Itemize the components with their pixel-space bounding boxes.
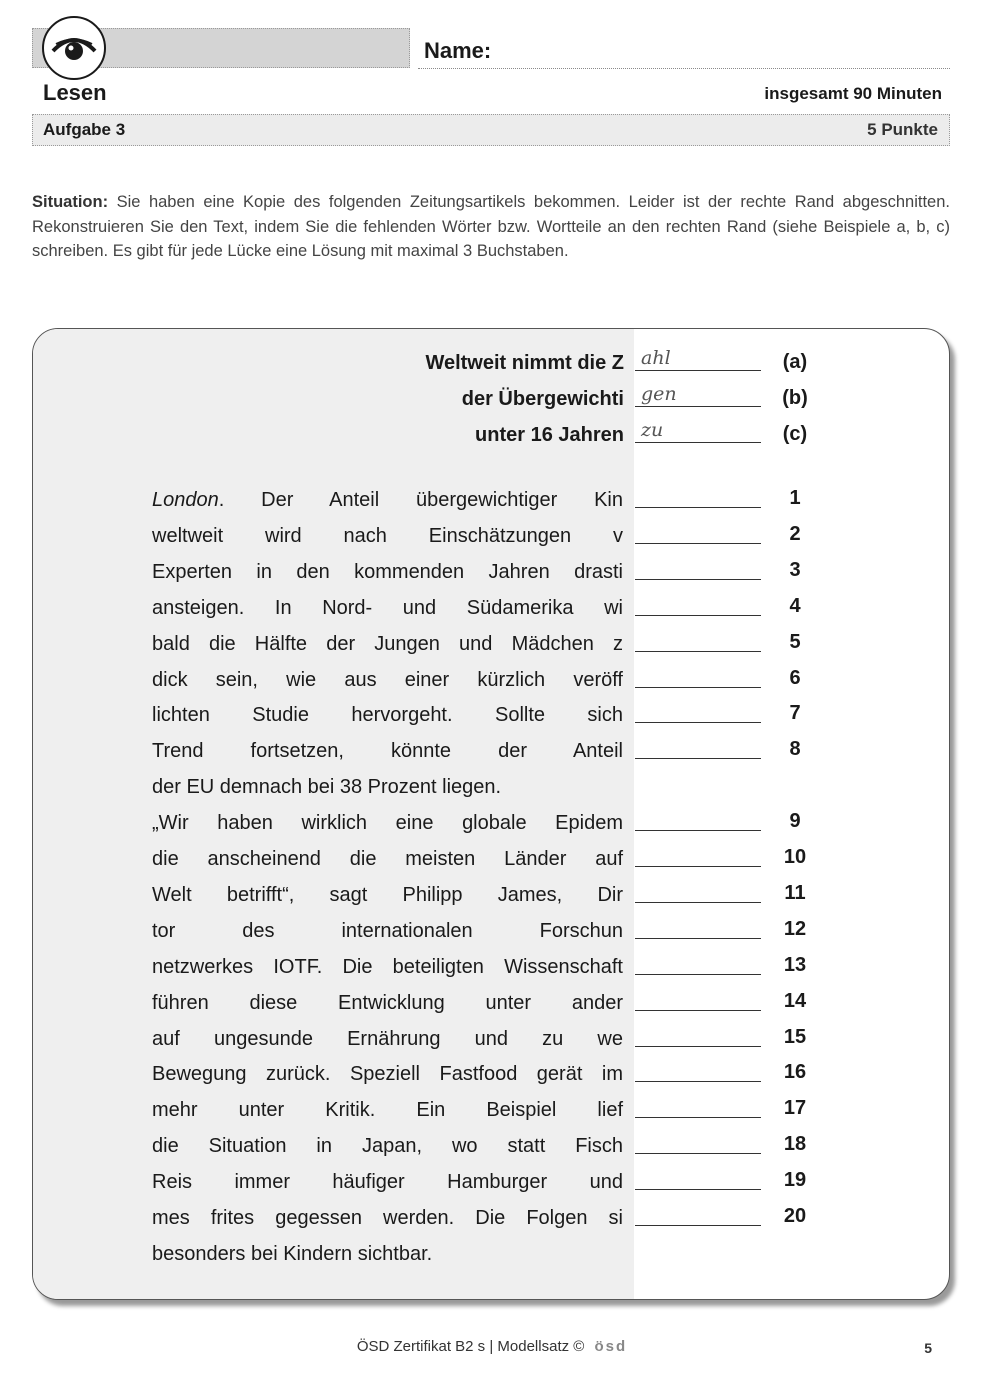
- article-line: dick sein, wie aus einer kürzlich veröff: [152, 668, 623, 691]
- answer-line[interactable]: [635, 1081, 761, 1082]
- article-line: Trend fortsetzen, könnte der Anteil: [152, 740, 623, 763]
- task-bar: [32, 114, 950, 146]
- article-line: mehr unter Kritik. Ein Beispiel lief: [152, 1099, 623, 1122]
- answer-line[interactable]: [635, 579, 761, 580]
- article-box: [32, 328, 950, 1300]
- line-number: 8: [789, 738, 801, 761]
- total-time: insgesamt 90 Minuten: [764, 84, 942, 103]
- example-c-text: unter 16 Jahren: [475, 424, 624, 446]
- article-line: netzwerkes IOTF. Die beteiligten Wissenschaft: [152, 955, 623, 978]
- line-number: 14: [783, 989, 807, 1012]
- line-number: 20: [783, 1205, 807, 1227]
- line-number: 19: [783, 1169, 807, 1192]
- footer-text: ÖSD Zertifikat B2 s | Modellsatz ©: [356, 1338, 585, 1355]
- article-line-text: . Der Anteil übergewichtiger Kin: [218, 489, 623, 511]
- answer-line[interactable]: [635, 1189, 761, 1190]
- article-line: tor des internationalen Forschun: [152, 919, 623, 942]
- line-number: 10: [783, 846, 807, 868]
- line-number: 7: [789, 702, 801, 725]
- points-label: 5 Punkte: [867, 120, 938, 139]
- article-line: Welt betrifft“, sagt Philipp James, Dir: [152, 883, 623, 906]
- example-b-answer: gen: [641, 383, 677, 405]
- name-field[interactable]: [418, 68, 950, 69]
- article-line: der EU demnach bei 38 Prozent liegen.: [152, 776, 502, 799]
- answer-area: [33, 329, 949, 1299]
- answer-line[interactable]: [635, 1046, 761, 1047]
- article-line: die Situation in Japan, wo statt Fisch: [152, 1135, 623, 1158]
- answer-line[interactable]: [635, 543, 761, 544]
- article-line: Experten in den kommenden Jahren drasti: [152, 560, 623, 583]
- answer-line[interactable]: [635, 1117, 761, 1118]
- article-line: weltweit wird nach Einschätzungen v: [152, 524, 623, 547]
- line-number: 11: [784, 881, 806, 904]
- answer-line[interactable]: [635, 687, 761, 688]
- answer-line[interactable]: [635, 722, 761, 723]
- answer-line[interactable]: [635, 507, 761, 508]
- example-b-marker: (b): [782, 387, 808, 409]
- footer: [0, 1338, 984, 1355]
- eye-icon: [42, 16, 106, 80]
- task-label: Aufgabe 3: [43, 120, 126, 139]
- example-c-answer: zu: [641, 419, 664, 441]
- article-line: „Wir haben wirklich eine globale Epidem: [152, 812, 623, 835]
- article-line: Bewegung zurück. Speziell Fastfood gerät im: [152, 1063, 623, 1086]
- article-line: bald die Hälfte der Jungen und Mädchen z: [152, 632, 623, 655]
- line-number: 1: [789, 487, 801, 509]
- line-number: 12: [783, 917, 807, 940]
- example-a-text: Weltweit nimmt die Z: [425, 352, 624, 374]
- line-number: 18: [783, 1133, 807, 1156]
- line-number: 3: [789, 558, 801, 581]
- article-line: lichten Studie hervorgeht. Sollte sich: [152, 704, 623, 727]
- line-number: 17: [783, 1097, 807, 1120]
- article-line: auf ungesunde Ernährung und zu we: [152, 1027, 623, 1050]
- line-number: 5: [789, 630, 801, 653]
- page-number: 5: [924, 1340, 932, 1356]
- answer-line[interactable]: [635, 758, 761, 759]
- answer-line[interactable]: [635, 974, 761, 975]
- example-a-answer: ahl: [641, 347, 671, 369]
- answer-line[interactable]: [635, 1010, 761, 1011]
- line-number: 4: [789, 594, 801, 617]
- example-c-marker: (c): [782, 423, 808, 445]
- example-b-text: der Übergewichti: [461, 388, 624, 410]
- answer-line[interactable]: [635, 1225, 761, 1226]
- answer-line[interactable]: [635, 902, 761, 903]
- answer-line[interactable]: [635, 1153, 761, 1154]
- line-number: 9: [789, 810, 801, 833]
- article-line: Reis immer häufiger Hamburger und: [152, 1171, 623, 1194]
- section-title: Lesen: [43, 80, 107, 105]
- line-number: 13: [783, 953, 807, 976]
- article-dateline: London: [152, 489, 219, 511]
- answer-line[interactable]: [635, 938, 761, 939]
- osd-logo: ösd: [594, 1338, 628, 1355]
- line-number: 16: [783, 1061, 807, 1084]
- situation-label: Situation:: [32, 193, 109, 211]
- situation-text: Sie haben eine Kopie des folgenden Zeitungsartikels bekommen. Leider ist der rechte Rand abgeschnitten. Rekonstruieren Sie den Text, indem Sie die fehlenden Wörter bzw. Wortteile an den rechten Rand (siehe Beispiele a, b, c) schreiben. Es gibt für jede Lücke eine Lösung mit maximal 3 Buchstaben.: [32, 193, 950, 260]
- article-line: mes frites gegessen werden. Die Folgen si: [152, 1207, 623, 1229]
- name-label: Name:: [424, 38, 492, 63]
- article-line: ansteigen. In Nord- und Südamerika wi: [152, 596, 623, 619]
- example-a-marker: (a): [782, 351, 808, 373]
- answer-line[interactable]: [635, 651, 761, 652]
- answer-line[interactable]: [635, 866, 761, 867]
- answer-line[interactable]: [635, 615, 761, 616]
- article-line: führen diese Entwicklung unter ander: [152, 991, 623, 1014]
- line-number: 15: [783, 1025, 807, 1048]
- article-line: besonders bei Kindern sichtbar.: [152, 1242, 433, 1265]
- answer-line[interactable]: [635, 830, 761, 831]
- line-number: 6: [789, 666, 801, 689]
- line-number: 2: [789, 522, 801, 545]
- article-line: die anscheinend die meisten Länder auf: [152, 848, 623, 870]
- situation-instructions: [32, 190, 950, 264]
